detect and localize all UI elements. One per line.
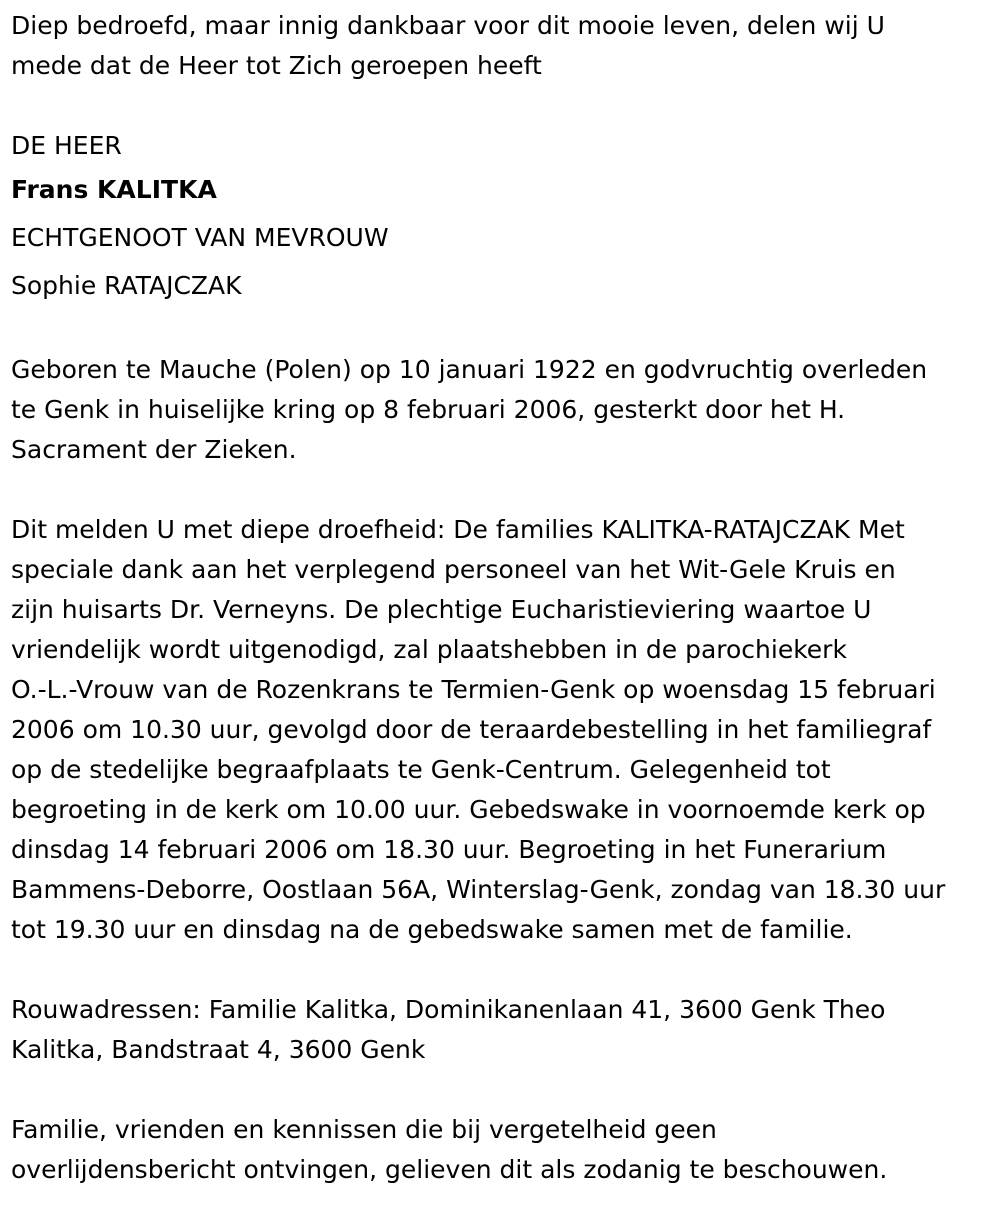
paragraph-gap (11, 1070, 991, 1110)
announcement-line: speciale dank aan het verplegend personeel van het Wit-Gele Kruis en (11, 555, 896, 584)
paragraph-gap (11, 950, 991, 990)
announcement-line: vriendelijk wordt uitgenodigd, zal plaatshebben in de parochiekerk (11, 635, 847, 664)
paragraph-gap (11, 310, 991, 350)
closing-line: Familie, vrienden en kennissen die bij vergetelheid geen (11, 1115, 717, 1144)
announcement-line: tot 19.30 uur en dinsdag na de gebedswake samen met de familie. (11, 915, 853, 944)
announcement-paragraph (11, 510, 991, 950)
addresses-paragraph (11, 990, 991, 1070)
address-line: Rouwadressen: Familie Kalitka, Dominikanenlaan 41, 3600 Genk Theo (11, 995, 886, 1024)
announcement-line: 2006 om 10.30 uur, gevolgd door de teraardebestelling in het familiegraf (11, 715, 932, 744)
announcement-line: Bammens-Deborre, Oostlaan 56A, Winterslag-Genk, zondag van 18.30 uur (11, 875, 946, 904)
announcement-line: begroeting in de kerk om 10.00 uur. Gebedswake in voornoemde kerk op (11, 795, 926, 824)
birth-death-line: Sacrament der Zieken. (11, 435, 297, 464)
closing-paragraph (11, 1110, 991, 1190)
obituary-notice (11, 6, 991, 1190)
announcement-line: Dit melden U met diepe droefheid: De families KALITKA-RATAJCZAK Met (11, 515, 905, 544)
person-title: DE HEER (11, 131, 122, 160)
person-name: Frans KALITKA (11, 175, 217, 204)
announcement-line: zijn huisarts Dr. Verneyns. De plechtige Eucharistieviering waartoe U (11, 595, 872, 624)
birth-death-line: Geboren te Mauche (Polen) op 10 januari 1922 en godvruchtig overleden (11, 355, 928, 384)
announcement-line: dinsdag 14 februari 2006 om 18.30 uur. Begroeting in het Funerarium (11, 835, 887, 864)
intro-line: Diep bedroefd, maar innig dankbaar voor dit mooie leven, delen wij U (11, 11, 885, 40)
person-block (11, 126, 991, 310)
announcement-line: O.-L.-Vrouw van de Rozenkrans te Termien-Genk op woensdag 15 februari (11, 675, 936, 704)
announcement-line: op de stedelijke begraafplaats te Genk-Centrum. Gelegenheid tot (11, 755, 831, 784)
person-relation: ECHTGENOOT VAN MEVROUW (11, 223, 389, 252)
intro-paragraph (11, 6, 991, 86)
birth-death-paragraph (11, 350, 991, 470)
spouse-name: Sophie RATAJCZAK (11, 271, 242, 300)
closing-line: overlijdensbericht ontvingen, gelieven dit als zodanig te beschouwen. (11, 1155, 888, 1184)
paragraph-gap (11, 86, 991, 126)
intro-line: mede dat de Heer tot Zich geroepen heeft (11, 51, 542, 80)
address-line: Kalitka, Bandstraat 4, 3600 Genk (11, 1035, 426, 1064)
paragraph-gap (11, 470, 991, 510)
birth-death-line: te Genk in huiselijke kring op 8 februari 2006, gesterkt door het H. (11, 395, 846, 424)
